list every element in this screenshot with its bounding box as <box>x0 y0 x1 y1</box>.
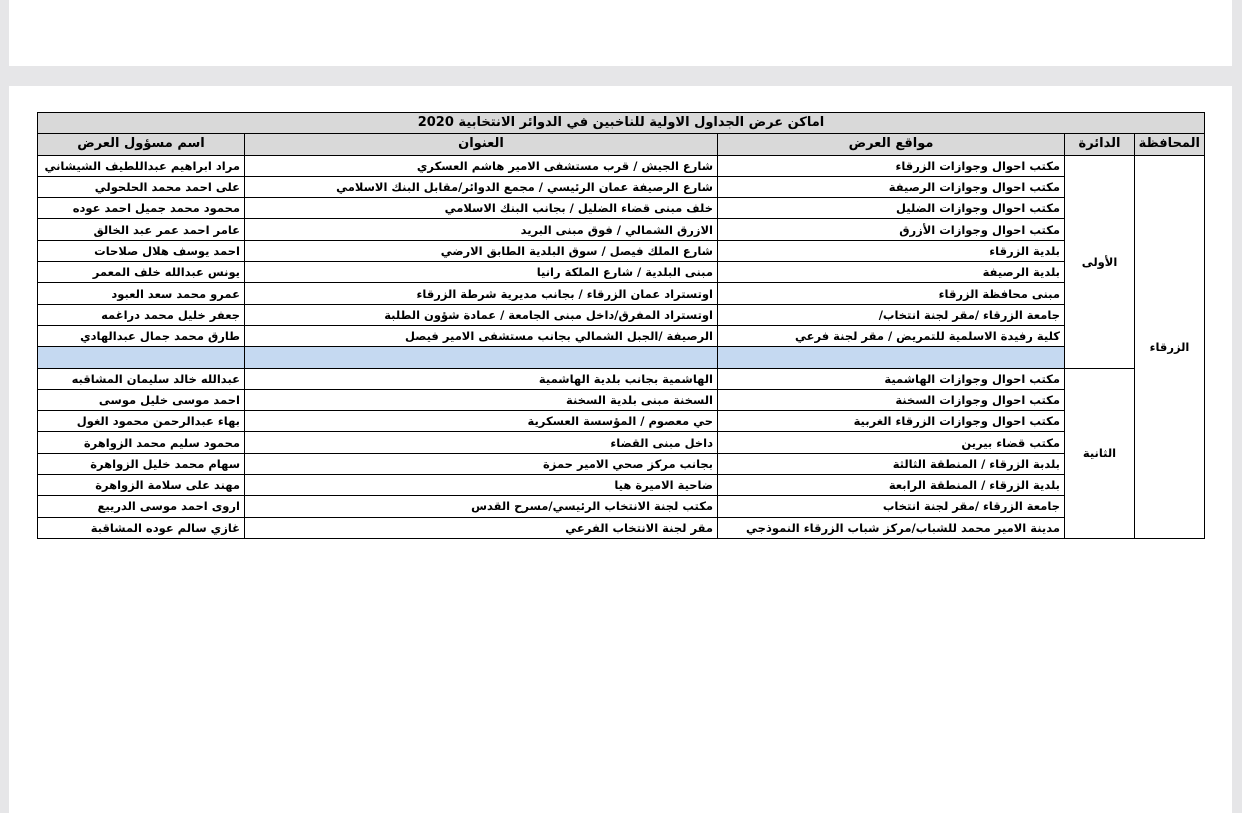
officer-cell: على احمد محمد الحلحولي <box>38 176 245 197</box>
header-address: العنوان <box>245 134 718 155</box>
address-cell: مبنى البلدية / شارع الملكة رانيا <box>245 262 718 283</box>
address-cell: مقر لجنة الانتخاب الفرعي <box>245 517 718 538</box>
officer-cell: مراد ابراهيم عبداللطيف الشيشاني <box>38 155 245 176</box>
table-row <box>38 219 1205 240</box>
officer-cell: عبدالله خالد سليمان المشاقبه <box>38 368 245 389</box>
address-cell: شارع الملك فيصل / سوق البلدية الطابق الارضي <box>245 240 718 261</box>
location-cell: كلية رفيدة الاسلمية للتمريض / مقر لجنة فرعي <box>718 325 1065 346</box>
location-cell: بلدية الزرقاء / المنطقة الرابعة <box>718 475 1065 496</box>
table-header-row <box>38 134 1205 155</box>
table-row <box>38 517 1205 538</box>
separator-row <box>38 347 1205 368</box>
empty-cell <box>718 347 1065 368</box>
address-cell: شارع الرصيفة عمان الرئيسي / مجمع الدوائر/مقابل البنك الاسلامي <box>245 176 718 197</box>
table-row <box>38 198 1205 219</box>
officer-cell: محمود سليم محمد الزواهرة <box>38 432 245 453</box>
officer-cell: محمود محمد جميل احمد عوده <box>38 198 245 219</box>
polling-locations-table <box>37 112 1205 539</box>
district-cell: الأولى <box>1065 155 1135 368</box>
previous-page-sheet <box>9 0 1232 66</box>
address-cell: شارع الجيش / قرب مستشفى الامير هاشم العسكري <box>245 155 718 176</box>
location-cell: بلدية الرصيفة <box>718 262 1065 283</box>
location-cell: مكتب احوال وجوازات السخنة <box>718 389 1065 410</box>
location-cell: مكتب احوال وجوازات الضليل <box>718 198 1065 219</box>
table-row <box>38 453 1205 474</box>
empty-cell <box>38 347 245 368</box>
officer-cell: غازي سالم عوده المشاقبة <box>38 517 245 538</box>
empty-cell <box>245 347 718 368</box>
officer-cell: طارق محمد جمال عبدالهادي <box>38 325 245 346</box>
header-location: مواقع العرض <box>718 134 1065 155</box>
officer-cell: مهند على سلامة الزواهرة <box>38 475 245 496</box>
officer-cell: احمد موسى خليل موسى <box>38 389 245 410</box>
table-row <box>38 304 1205 325</box>
location-cell: مكتب احوال وجوازات الأزرق <box>718 219 1065 240</box>
address-cell: حي معصوم / المؤسسة العسكرية <box>245 411 718 432</box>
location-cell: جامعة الزرقاء /مقر لجنة انتخاب <box>718 496 1065 517</box>
officer-cell: يونس عبدالله خلف المعمر <box>38 262 245 283</box>
address-cell: الهاشمية بجانب بلدية الهاشمية <box>245 368 718 389</box>
table-title: اماكن عرض الجداول الاولية للناخبين في الدوائر الانتخابية 2020 <box>38 113 1205 134</box>
table-row <box>38 325 1205 346</box>
governorate-cell: الزرقاء <box>1135 155 1205 538</box>
table-row <box>38 496 1205 517</box>
address-cell: اوتستراد المفرق/داخل مبنى الجامعة / عمادة شؤون الطلبة <box>245 304 718 325</box>
table-row <box>38 176 1205 197</box>
location-cell: مكتب احوال وجوازات الزرقاء <box>718 155 1065 176</box>
officer-cell: سهام محمد خليل الزواهرة <box>38 453 245 474</box>
table-row <box>38 240 1205 261</box>
address-cell: الرصيفة /الجبل الشمالي بجانب مستشفى الامير فيصل <box>245 325 718 346</box>
table-row <box>38 155 1205 176</box>
officer-cell: جعفر خليل محمد دراغمه <box>38 304 245 325</box>
table-row <box>38 368 1205 389</box>
table-row <box>38 389 1205 410</box>
location-cell: بلدبة الزرقاء / المنطقة الثالثة <box>718 453 1065 474</box>
address-cell: خلف مبنى قضاء الضليل / بجانب البنك الاسلامي <box>245 198 718 219</box>
address-cell: الازرق الشمالي / فوق مبنى البريد <box>245 219 718 240</box>
location-cell: مكتب احوال وجوازات الهاشمية <box>718 368 1065 389</box>
table-row <box>38 262 1205 283</box>
table-title-row <box>38 113 1205 134</box>
location-cell: جامعة الزرقاء /مقر لجنة انتخاب/ <box>718 304 1065 325</box>
address-cell: بجانب مركز صحي الامير حمزة <box>245 453 718 474</box>
officer-cell: عمرو محمد سعد العبود <box>38 283 245 304</box>
location-cell: بلدية الزرقاء <box>718 240 1065 261</box>
location-cell: مكتب قضاء بيرين <box>718 432 1065 453</box>
district-cell: الثانية <box>1065 368 1135 538</box>
officer-cell: عامر احمد عمر عبد الخالق <box>38 219 245 240</box>
address-cell: السخنة مبنى بلدية السخنة <box>245 389 718 410</box>
address-cell: داخل مبنى القضاء <box>245 432 718 453</box>
address-cell: اوتستراد عمان الزرقاء / بجانب مديرية شرطة الزرقاء <box>245 283 718 304</box>
location-cell: مكتب احوال وجوازات الرصيفة <box>718 176 1065 197</box>
table-row <box>38 283 1205 304</box>
officer-cell: اروى احمد موسى الدرييع <box>38 496 245 517</box>
officer-cell: بهاء عبدالرحمن محمود الغول <box>38 411 245 432</box>
address-cell: مكتب لجنة الانتخاب الرئيسي/مسرح القدس <box>245 496 718 517</box>
header-governorate: المحافظة <box>1135 134 1205 155</box>
location-cell: مكتب احوال وجوازات الزرقاء الغربية <box>718 411 1065 432</box>
table-row <box>38 411 1205 432</box>
location-cell: مدينة الامير محمد للشباب/مركز شباب الزرقاء النموذجي <box>718 517 1065 538</box>
location-cell: مبنى محافظة الزرقاء <box>718 283 1065 304</box>
table-row <box>38 475 1205 496</box>
officer-cell: احمد يوسف هلال صلاحات <box>38 240 245 261</box>
table-row <box>38 432 1205 453</box>
address-cell: ضاحية الاميرة هيا <box>245 475 718 496</box>
header-district: الدائرة <box>1065 134 1135 155</box>
header-officer: اسم مسؤول العرض <box>38 134 245 155</box>
